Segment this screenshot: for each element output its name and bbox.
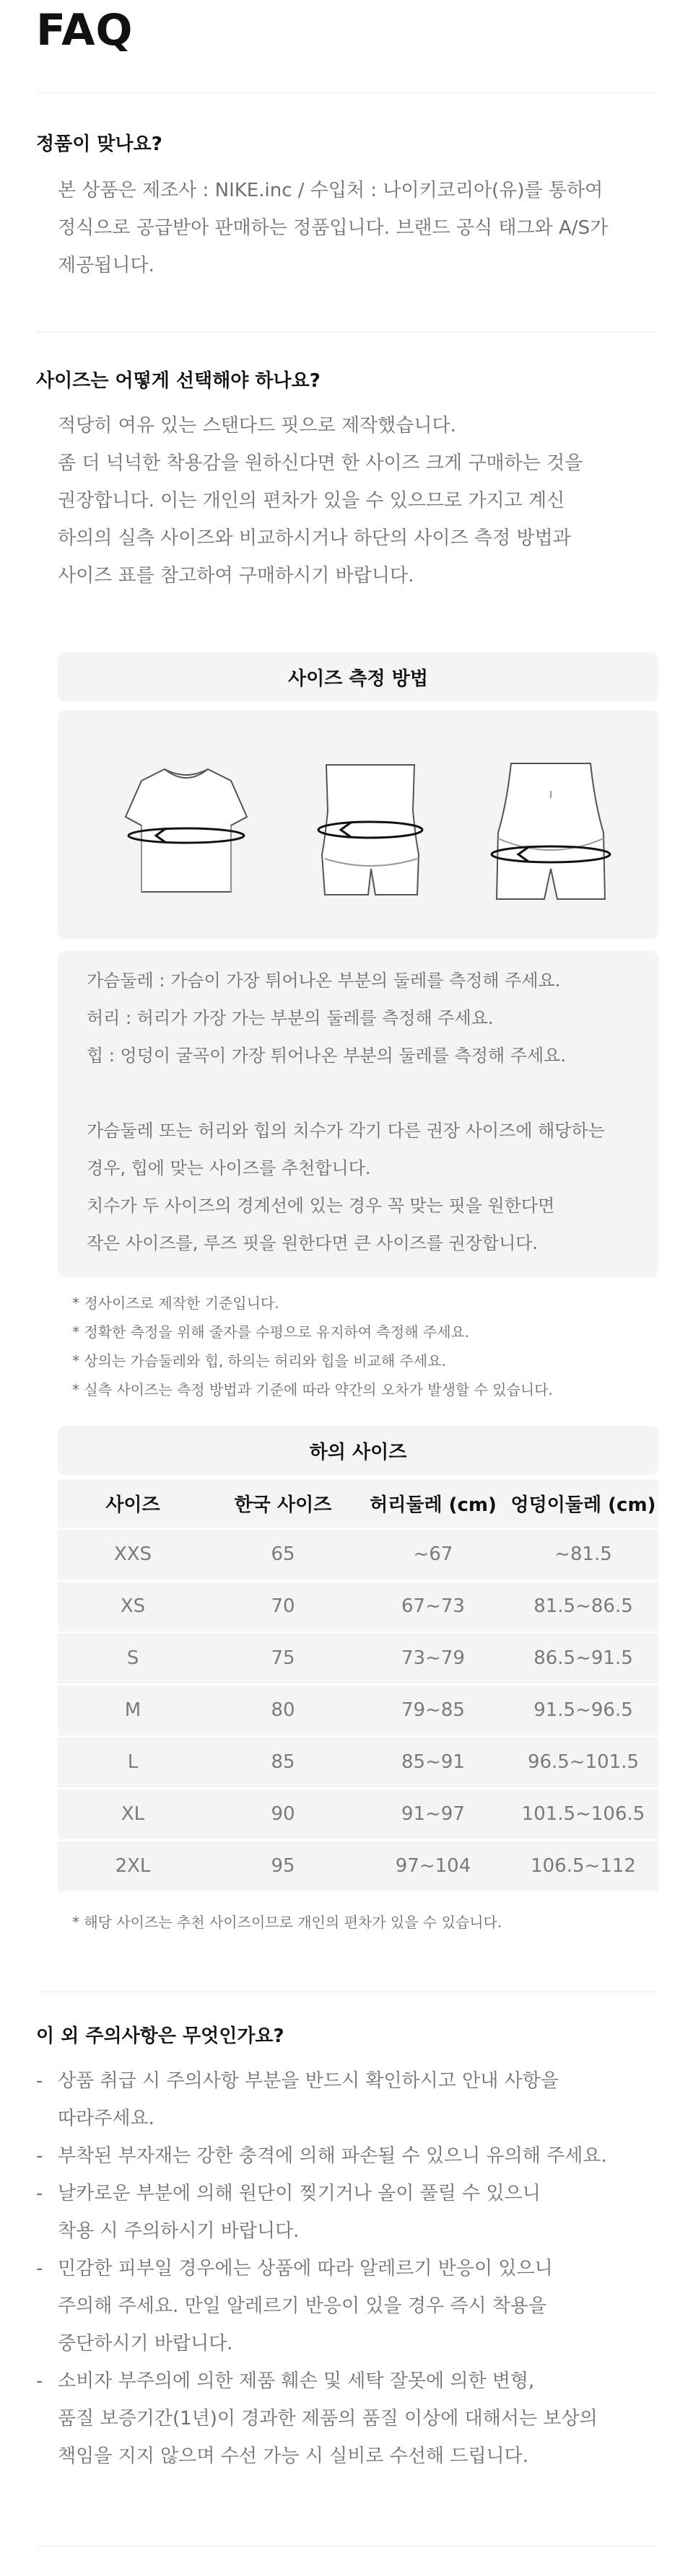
column-header: 사이즈 bbox=[58, 1479, 208, 1528]
caution-line: 착용 시 주의하시기 바랍니다. bbox=[58, 2220, 300, 2242]
list-item bbox=[36, 2250, 657, 2362]
table-cell: XS bbox=[58, 1580, 208, 1632]
table-cell: 91.5~96.5 bbox=[508, 1684, 658, 1736]
hip-measure-icon bbox=[489, 761, 612, 903]
column-header: 허리둘레 (cm) bbox=[358, 1479, 508, 1528]
table-cell: 80 bbox=[208, 1684, 358, 1736]
measure-line: 경우, 힙에 맞는 사이즈를 추천합니다. bbox=[87, 1158, 371, 1178]
list-item bbox=[36, 2137, 657, 2175]
measure-line: 치수가 두 사이즈의 경계선에 있는 경우 꼭 맞는 핏을 원한다면 bbox=[87, 1196, 555, 1216]
caution-line: 민감한 피부일 경우에는 상품에 따라 알레르기 반응이 있으니 bbox=[58, 2258, 553, 2279]
table-cell: 101.5~106.5 bbox=[508, 1788, 658, 1840]
answer-line: 좀 더 넉넉한 착용감을 원하신다면 한 사이즈 크게 구매하는 것을 bbox=[58, 452, 583, 474]
table-row bbox=[58, 1684, 658, 1736]
caution-line: 주의해 주세요. 만일 알레르기 반응이 있을 경우 즉시 착용을 bbox=[58, 2295, 547, 2317]
chest-measure-icon bbox=[123, 761, 250, 893]
table-cell: 90 bbox=[208, 1788, 358, 1840]
divider bbox=[36, 92, 657, 93]
caution-line: 상품 취급 시 주의사항 부분을 반드시 확인하시고 안내 사항을 bbox=[58, 2070, 559, 2092]
table-cell: L bbox=[58, 1736, 208, 1788]
table-cell: 86.5~91.5 bbox=[508, 1632, 658, 1684]
measure-note: * 정사이즈로 제작한 기준입니다. bbox=[72, 1294, 279, 1312]
measure-note: * 정확한 측정을 위해 줄자를 수평으로 유지하여 측정해 주세요. bbox=[72, 1323, 470, 1341]
list-item bbox=[36, 2362, 657, 2475]
bullet-dash: - bbox=[36, 2183, 43, 2204]
caution-line: 따라주세요. bbox=[58, 2108, 154, 2129]
table-cell: 97~104 bbox=[358, 1840, 508, 1892]
faq-question-cautions: 이 외 주의사항은 무엇인가요? bbox=[36, 2025, 284, 2047]
table-cell: 85 bbox=[208, 1736, 358, 1788]
bullet-dash: - bbox=[36, 2258, 43, 2279]
answer-line: 하의의 실측 사이즈와 비교하시거나 하단의 사이즈 측정 방법과 bbox=[58, 527, 571, 549]
table-cell: 96.5~101.5 bbox=[508, 1736, 658, 1788]
answer-line: 사이즈 표를 참고하여 구매하시기 바랍니다. bbox=[58, 565, 414, 587]
table-row bbox=[58, 1528, 658, 1580]
waist-measure-icon bbox=[316, 761, 424, 899]
measure-heading: 사이즈 측정 방법 bbox=[58, 652, 658, 701]
column-header: 엉덩이둘레 (cm) bbox=[508, 1479, 658, 1528]
table-row bbox=[58, 1580, 658, 1632]
table-cell: ~81.5 bbox=[508, 1528, 658, 1580]
measure-note: * 실측 사이즈는 측정 방법과 기준에 따라 약간의 오차가 발생할 수 있습니다. bbox=[72, 1381, 553, 1398]
bullet-dash: - bbox=[36, 2370, 43, 2392]
page-title: FAQ bbox=[36, 5, 134, 56]
answer-line: 권장합니다. 이는 개인의 편차가 있을 수 있으므로 가지고 계신 bbox=[58, 490, 565, 512]
table-cell: XXS bbox=[58, 1528, 208, 1580]
measure-description bbox=[58, 951, 658, 1277]
caution-line: 책임을 지지 않으며 수선 가능 시 실비로 수선해 드립니다. bbox=[58, 2445, 529, 2467]
answer-line: 본 상품은 제조사 : NIKE.inc / 수입처 : 나이키코리아(유)를 통하여 bbox=[58, 180, 603, 201]
table-header-row bbox=[58, 1479, 658, 1528]
measure-line: 허리 : 허리가 가장 가는 부분의 둘레를 측정해 주세요. bbox=[87, 1008, 494, 1028]
measure-line: 가슴둘레 또는 허리와 힙의 치수가 각기 다른 권장 사이즈에 해당하는 bbox=[87, 1121, 605, 1141]
answer-line: 정식으로 공급받아 판매하는 정품입니다. 브랜드 공식 태그와 A/S가 bbox=[58, 217, 609, 239]
caution-line: 날카로운 부분에 의해 원단이 찢기거나 올이 풀릴 수 있으니 bbox=[58, 2183, 541, 2204]
faq-question-authentic: 정품이 맞나요? bbox=[36, 133, 162, 155]
divider bbox=[36, 332, 657, 333]
table-cell: 85~91 bbox=[358, 1736, 508, 1788]
size-chart-heading: 하의 사이즈 bbox=[58, 1426, 658, 1475]
caution-line: 부착된 부자재는 강한 충격에 의해 파손될 수 있으니 유의해 주세요. bbox=[58, 2145, 607, 2167]
table-row bbox=[58, 1632, 658, 1684]
caution-line: 소비자 부주의에 의한 제품 훼손 및 세탁 잘못에 의한 변형, bbox=[58, 2370, 535, 2392]
measure-illustrations bbox=[58, 710, 658, 939]
table-cell: 81.5~86.5 bbox=[508, 1580, 658, 1632]
measure-line: 가슴둘레 : 가슴이 가장 튀어나온 부분의 둘레를 측정해 주세요. bbox=[87, 971, 561, 991]
measure-note: * 상의는 가슴둘레와 힙, 하의는 허리와 힙을 비교해 주세요. bbox=[72, 1352, 446, 1370]
table-cell: XL bbox=[58, 1788, 208, 1840]
caution-line: 품질 보증기간(1년)이 경과한 제품의 품질 이상에 대해서는 보상의 bbox=[58, 2408, 598, 2430]
table-cell: 65 bbox=[208, 1528, 358, 1580]
faq-answer-authentic bbox=[58, 172, 650, 284]
table-row bbox=[58, 1736, 658, 1788]
table-cell: 73~79 bbox=[358, 1632, 508, 1684]
table-cell: 106.5~112 bbox=[508, 1840, 658, 1892]
list-item bbox=[36, 2175, 657, 2250]
table-cell: 95 bbox=[208, 1840, 358, 1892]
list-item bbox=[36, 2062, 657, 2137]
measure-line: 힙 : 엉덩이 굴곡이 가장 튀어나온 부분의 둘레를 측정해 주세요. bbox=[87, 1046, 566, 1066]
column-header: 한국 사이즈 bbox=[208, 1479, 358, 1528]
faq-answer-size bbox=[58, 407, 650, 595]
measure-line: 작은 사이즈를, 루즈 핏을 원한다면 큰 사이즈를 권장합니다. bbox=[87, 1233, 539, 1253]
table-cell: 79~85 bbox=[358, 1684, 508, 1736]
table-cell: 75 bbox=[208, 1632, 358, 1684]
table-cell: 91~97 bbox=[358, 1788, 508, 1840]
caution-list bbox=[36, 2062, 657, 2475]
table-row bbox=[58, 1788, 658, 1840]
size-table bbox=[58, 1479, 658, 1893]
table-cell: S bbox=[58, 1632, 208, 1684]
size-chart-note: * 해당 사이즈는 추천 사이즈이므로 개인의 편차가 있을 수 있습니다. bbox=[72, 1914, 502, 1931]
answer-line: 적당히 여유 있는 스탠다드 핏으로 제작했습니다. bbox=[58, 415, 456, 437]
faq-question-size: 사이즈는 어떻게 선택해야 하나요? bbox=[36, 370, 321, 392]
table-cell: 2XL bbox=[58, 1840, 208, 1892]
table-row bbox=[58, 1840, 658, 1892]
bullet-dash: - bbox=[36, 2145, 43, 2167]
caution-line: 중단하시기 바랍니다. bbox=[58, 2333, 233, 2354]
table-cell: M bbox=[58, 1684, 208, 1736]
answer-line: 제공됩니다. bbox=[58, 255, 154, 276]
bullet-dash: - bbox=[36, 2070, 43, 2092]
table-cell: 70 bbox=[208, 1580, 358, 1632]
table-cell: ~67 bbox=[358, 1528, 508, 1580]
table-cell: 67~73 bbox=[358, 1580, 508, 1632]
